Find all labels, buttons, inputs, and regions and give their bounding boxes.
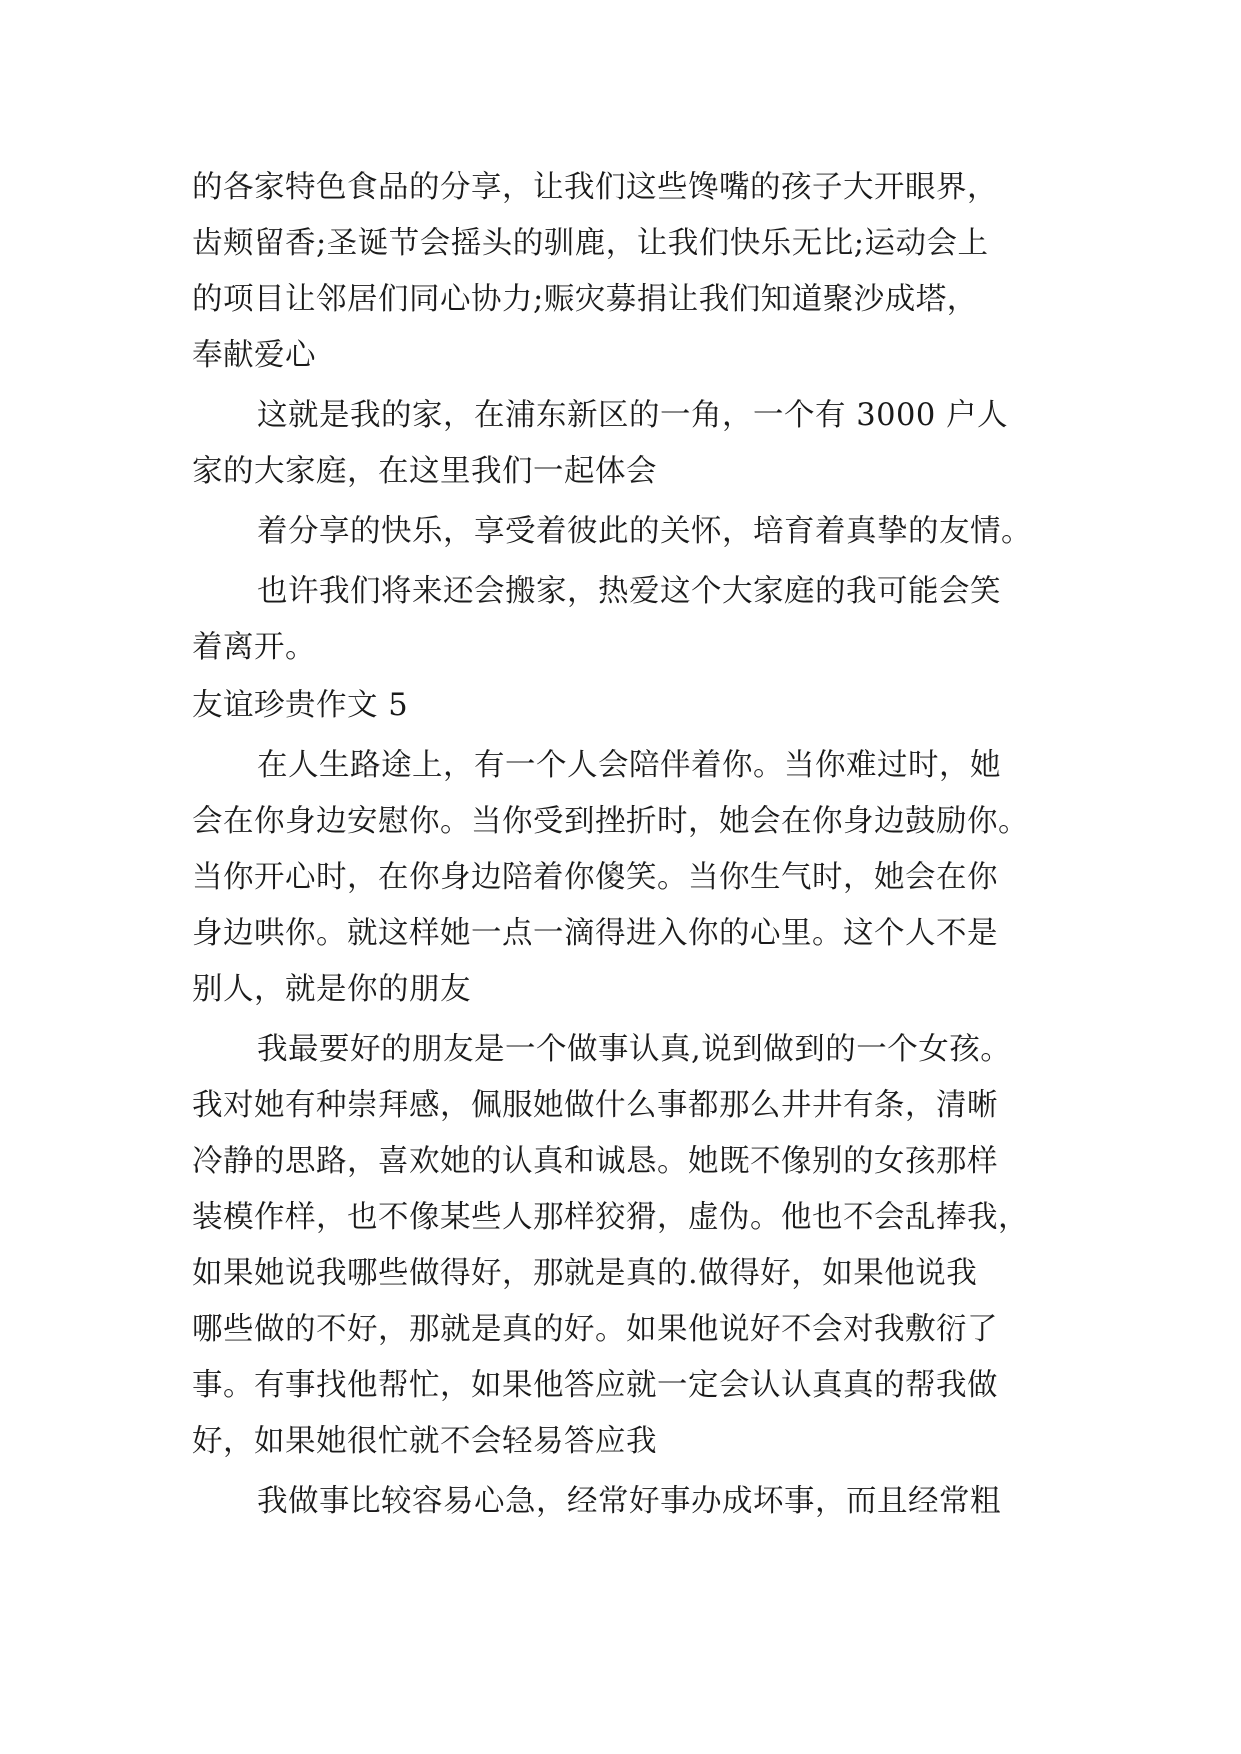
text-line: 当你开心时，在你身边陪着你傻笑。当你生气时，她会在你 — [192, 860, 998, 895]
text-line: 身边哄你。就这样她一点一滴得进入你的心里。这个人不是 — [192, 916, 998, 951]
text-line: 我对她有种崇拜感，佩服她做什么事都那么井井有条，清晰 — [192, 1088, 998, 1123]
text-line: 的项目让邻居们同心协力;赈灾募捐让我们知道聚沙成塔， — [192, 282, 978, 317]
text-line: 如果她说我哪些做得好，那就是真的.做得好，如果他说我 — [192, 1256, 978, 1291]
text-line: 也许我们将来还会搬家，热爱这个大家庭的我可能会笑 — [257, 574, 1001, 609]
text-line: 的各家特色食品的分享，让我们这些馋嘴的孩子大开眼界， — [192, 170, 998, 205]
text-line: 着分享的快乐，享受着彼此的关怀，培育着真挚的友情。 — [257, 514, 1032, 549]
text-line: 我做事比较容易心急，经常好事办成坏事，而且经常粗 — [257, 1484, 1001, 1519]
text-line: 好，如果她很忙就不会轻易答应我 — [192, 1424, 657, 1459]
text-line: 奉献爱心 — [192, 338, 316, 373]
text-line: 我最要好的朋友是一个做事认真,说到做到的一个女孩。 — [257, 1032, 1012, 1067]
text-line: 这就是我的家，在浦东新区的一角，一个有 3000 户人 — [257, 398, 1009, 433]
section-heading: 友谊珍贵作文 5 — [192, 688, 409, 723]
text-line: 齿颊留香;圣诞节会摇头的驯鹿，让我们快乐无比;运动会上 — [192, 226, 989, 261]
text-line: 哪些做的不好，那就是真的好。如果他说好不会对我敷衍了 — [192, 1312, 998, 1347]
text-line: 冷静的思路，喜欢她的认真和诚恳。她既不像别的女孩那样 — [192, 1144, 998, 1179]
text-line: 会在你身边安慰你。当你受到挫折时，她会在你身边鼓励你。 — [192, 804, 1029, 839]
text-line: 着离开。 — [192, 630, 316, 665]
text-line: 别人，就是你的朋友 — [192, 972, 471, 1007]
text-line: 装模作样，也不像某些人那样狡猾，虚伪。他也不会乱捧我， — [192, 1200, 1029, 1235]
text-line: 事。有事找他帮忙，如果他答应就一定会认认真真的帮我做 — [192, 1368, 998, 1403]
text-line: 在人生路途上，有一个人会陪伴着你。当你难过时，她 — [257, 748, 1001, 783]
text-line: 家的大家庭，在这里我们一起体会 — [192, 454, 657, 489]
